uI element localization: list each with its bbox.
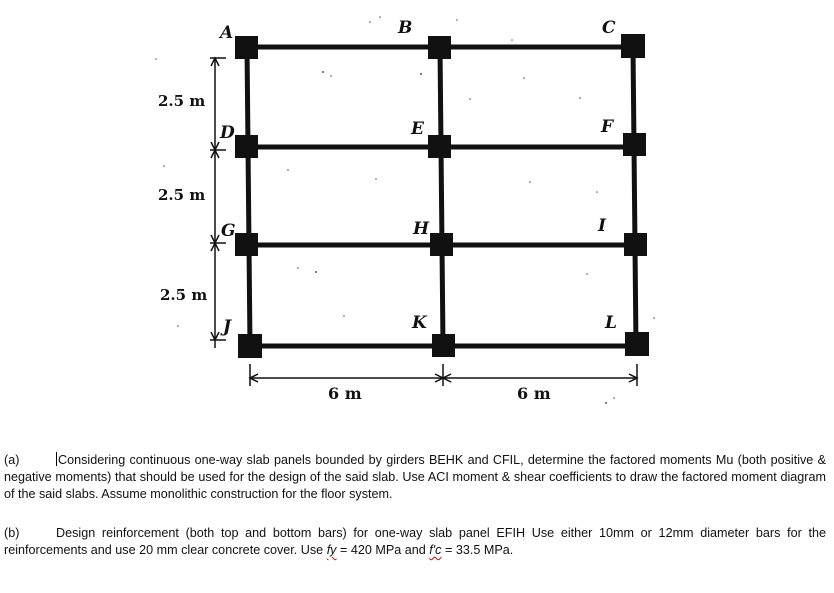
column-a [235, 36, 258, 59]
column-b [428, 36, 451, 59]
node-label-f: F [601, 117, 614, 137]
fy-symbol: fy [326, 543, 337, 557]
question-b-text: Design reinforcement (both top and bottom bars) for one-way slab panel EFIH Use either 10mm or 12mm diameter bars for the reinforcements and use 20 mm clear concrete cover. Use [4, 526, 826, 557]
text-cursor [56, 452, 57, 466]
node-label-d: D [220, 123, 235, 143]
question-b-label: (b) [4, 526, 20, 540]
question-b [4, 525, 826, 559]
column-c [621, 34, 645, 58]
node-label-k: K [412, 313, 427, 333]
spacing-label-3: 2.5 m [160, 286, 208, 304]
fc-value: = 33.5 MPa. [444, 543, 514, 557]
span-label-1: 6 m [328, 384, 362, 403]
column-l [625, 332, 649, 356]
spacing-label-1: 2.5 m [158, 92, 206, 110]
column-d [235, 135, 258, 158]
node-label-l: L [605, 313, 617, 333]
column-g [235, 233, 258, 256]
node-label-j: J [223, 317, 232, 337]
column-f [623, 133, 646, 156]
fy-value: = 420 MPa and [339, 543, 426, 557]
girder-adgj [247, 47, 250, 346]
node-label-i: I [598, 216, 606, 236]
column-j [238, 334, 262, 358]
node-label-g: G [221, 221, 236, 241]
span-label-2: 6 m [517, 384, 551, 403]
girder-lines [247, 47, 636, 346]
node-label-a: A [220, 23, 234, 43]
column-e [428, 135, 451, 158]
node-label-h: H [413, 219, 430, 239]
node-label-c: C [602, 18, 616, 38]
girder-cfil [633, 47, 636, 346]
column-i [624, 233, 647, 256]
question-a-label: (a) [4, 453, 20, 467]
column-k [432, 334, 455, 357]
node-label-b: B [398, 18, 413, 38]
girder-behk [440, 47, 443, 346]
vertical-dimension [210, 58, 226, 348]
spacing-label-2: 2.5 m [158, 186, 206, 204]
column-h [430, 233, 453, 256]
horizontal-dimension [250, 364, 637, 386]
question-a-text: Considering continuous one-way slab panels bounded by girders BEHK and CFIL, determine the factored moments Mu (both positive & negative moments) that should be used for the design of the said slab. Use ACI moment & shear coefficients to draw the factored moment diagram of the said slabs. Assume monolithic construction for the floor system. [4, 453, 826, 501]
fc-symbol: f'c [429, 543, 442, 557]
node-label-e: E [411, 119, 424, 139]
question-a [4, 452, 826, 503]
